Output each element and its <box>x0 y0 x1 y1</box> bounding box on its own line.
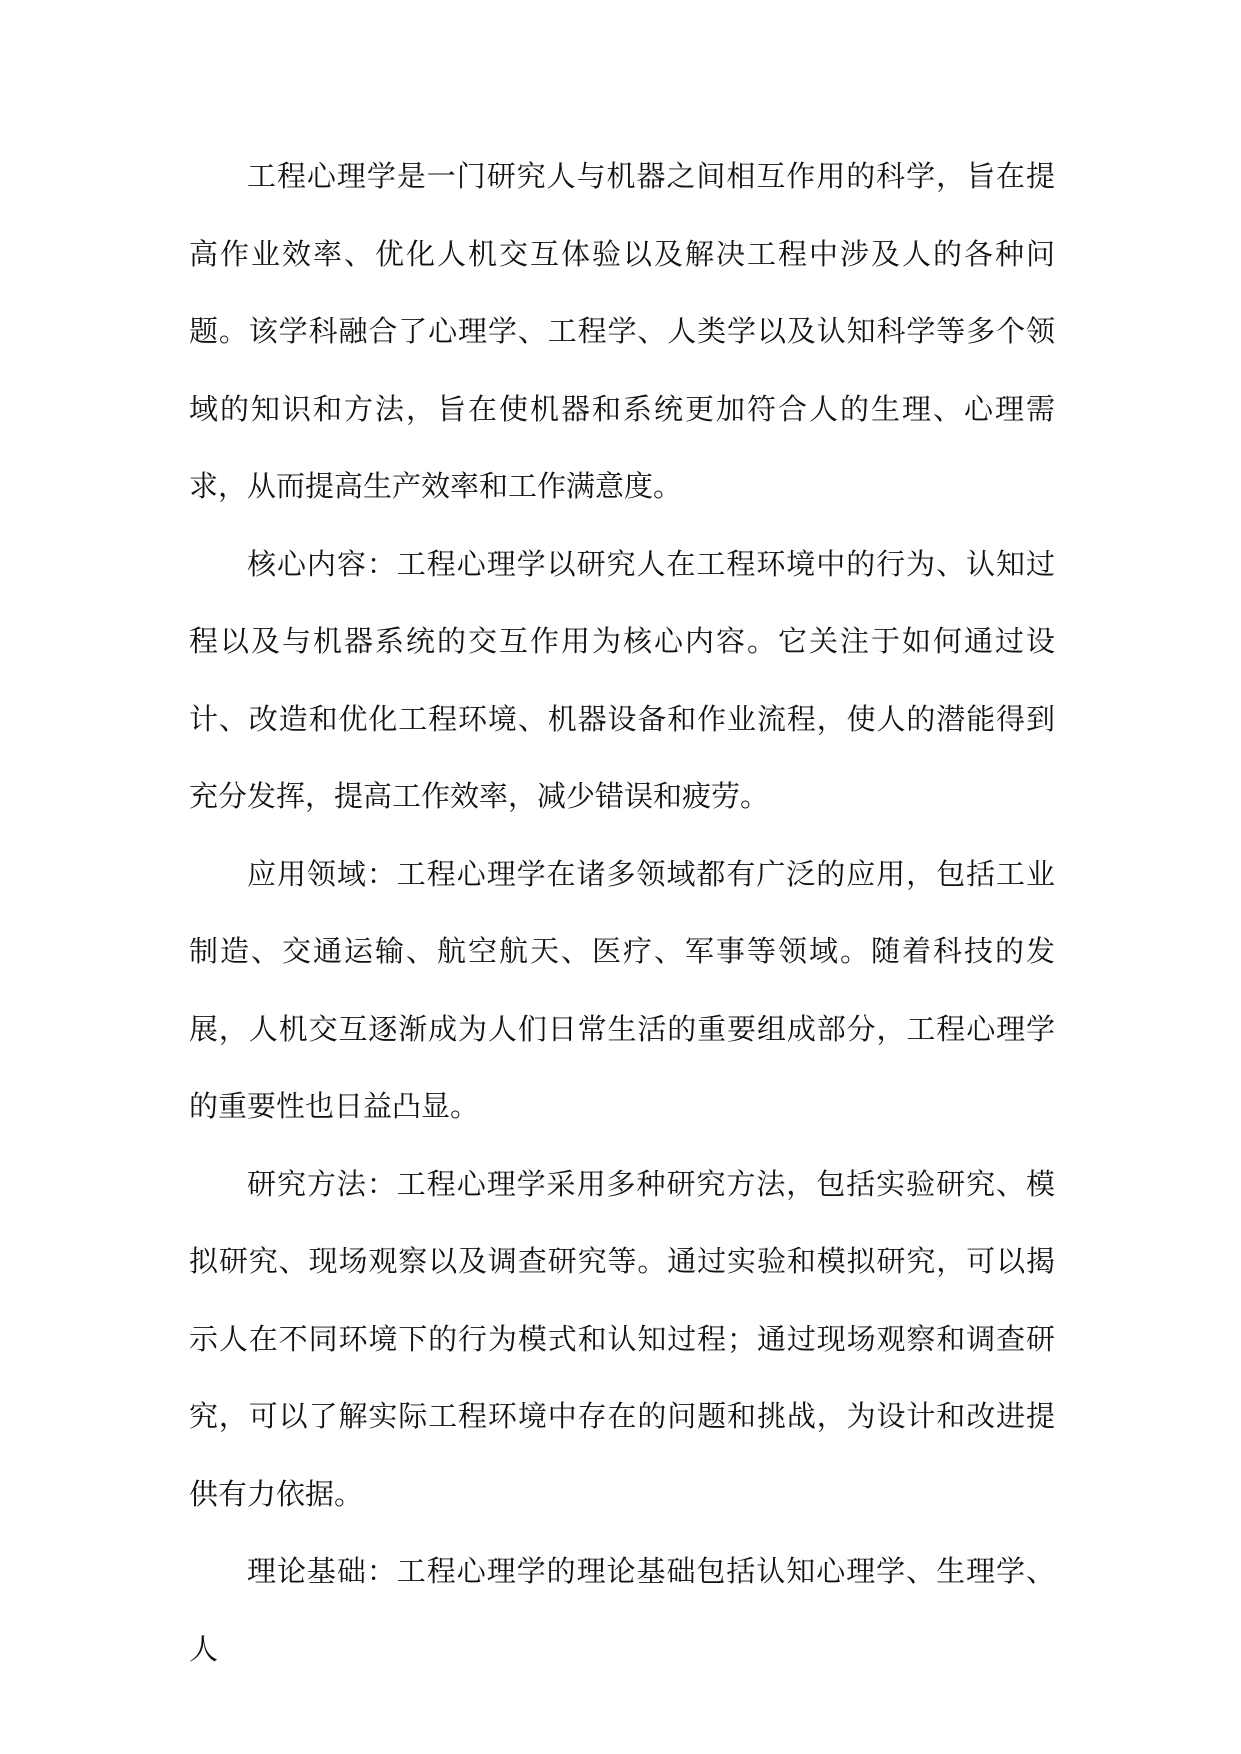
paragraph-application-areas: 应用领域：工程心理学在诸多领域都有广泛的应用，包括工业制造、交通运输、航空航天、医疗、军事等领域。随着科技的发展，人机交互逐渐成为人们日常生活的重要组成部分，工程心理学的重要性也日益凸显。 <box>189 856 1055 1123</box>
document-body <box>189 138 1055 1688</box>
paragraph-research-methods: 研究方法：工程心理学采用多种研究方法，包括实验研究、模拟研究、现场观察以及调查研究等。通过实验和模拟研究，可以揭示人在不同环境下的行为模式和认知过程；通过现场观察和调查研究，可以了解实际工程环境中存在的问题和挑战，为设计和改进提供有力依据。 <box>189 1166 1055 1511</box>
paragraph-intro: 工程心理学是一门研究人与机器之间相互作用的科学，旨在提高作业效率、优化人机交互体验以及解决工程中涉及人的各种问题。该学科融合了心理学、工程学、人类学以及认知科学等多个领域的知识和方法，旨在使机器和系统更加符合人的生理、心理需求，从而提高生产效率和工作满意度。 <box>189 159 1055 503</box>
paragraph-theoretical-basis: 理论基础：工程心理学的理论基础包括认知心理学、生理学、人 <box>189 1554 1055 1666</box>
paragraph-core-content: 核心内容：工程心理学以研究人在工程环境中的行为、认知过程以及与机器系统的交互作用为核心内容。它关注于如何通过设计、改造和优化工程环境、机器设备和作业流程，使人的潜能得到充分发挥，提高工作效率，减少错误和疲劳。 <box>189 546 1055 813</box>
